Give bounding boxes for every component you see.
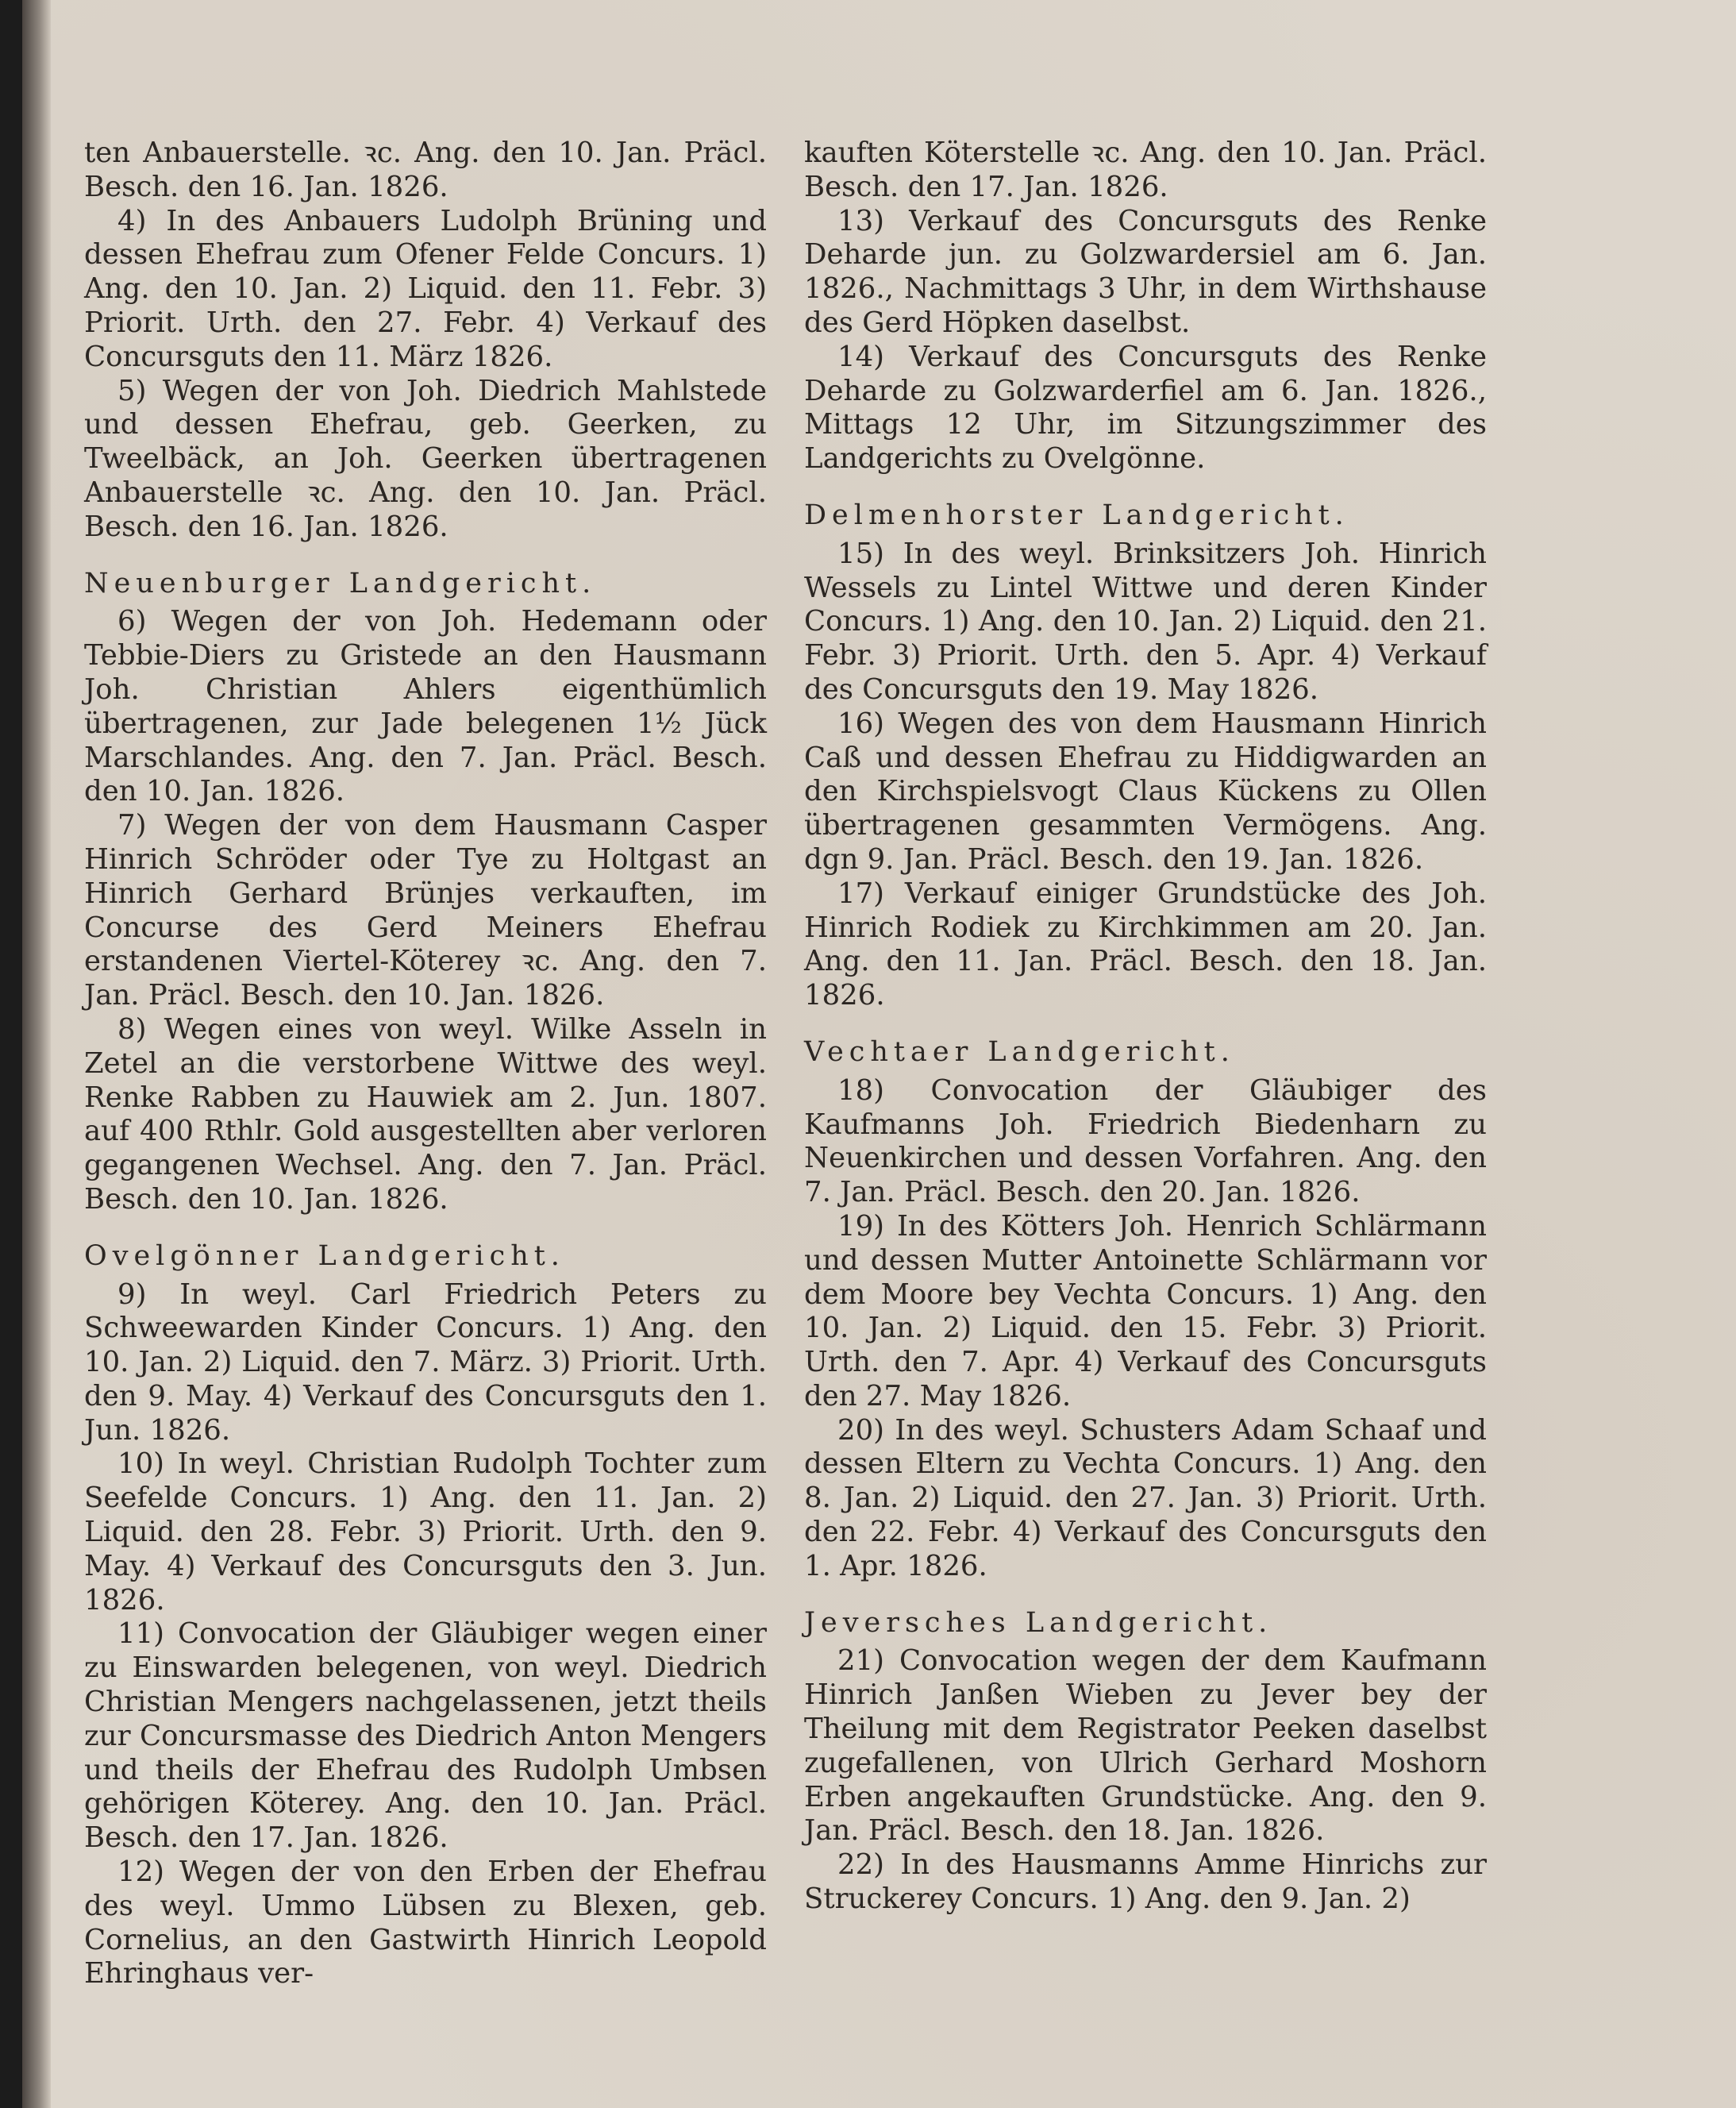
entry-8: 8) Wegen eines von weyl. Wilke Asseln in Zetel an die verstorbene Wittwe des weyl. Renke Rabben zu Hauwiek am 2. Jun. 1807. auf 400 Rthlr. Gold ausgestellten aber verloren gegangenen Wechsel. Ang. den 7. Jan. Präcl. Besch. den 10. Jan. 1826. [84, 1012, 767, 1216]
entry-19: 19) In des Kötters Joh. Henrich Schlärmann und dessen Mutter Antoinette Schlärmann vor dem Moore bey Vechta Concurs. 1) Ang. den 10. Jan. 2) Liquid. den 15. Febr. 3) Priorit. Urth. den 7. Apr. 4) Verkauf des Concursguts den 27. May 1826. [804, 1209, 1487, 1412]
entry-17: 17) Verkauf einiger Grundstücke des Joh. Hinrich Rodiek zu Kirchkimmen am 20. Jan. Ang. den 11. Jan. Präcl. Besch. den 18. Jan. 1826. [804, 877, 1487, 1012]
section-heading-jeversches: Jeversches Landgericht. [804, 1606, 1273, 1639]
entry-18: 18) Convocation der Gläubiger des Kaufmanns Joh. Friedrich Biedenharn zu Neuenkirchen und dessen Vorfahren. Ang. den 7. Jan. Präcl. Besch. den 20. Jan. 1826. [804, 1073, 1487, 1209]
left-column [84, 137, 767, 1991]
section-heading-neuenburger: Neuenburger Landgericht. [84, 567, 597, 599]
section-heading-vechtaer: Vechtaer Landgericht. [804, 1035, 1235, 1068]
scanned-page [22, 0, 1736, 2108]
entry-14: 14) Verkauf des Concursguts des Renke Deharde zu Golzwarderfiel am 6. Jan. 1826., Mittags 12 Uhr, im Sitzungszimmer des Landgerichts zu Ovelgönne. [804, 340, 1487, 476]
entry-4: 4) In des Anbauers Ludolph Brüning und dessen Ehefrau zum Ofener Felde Concurs. 1) Ang. den 10. Jan. 2) Liquid. den 11. Febr. 3) Priorit. Urth. den 27. Febr. 4) Verkauf des Concursguts den 11. März 1826. [84, 204, 767, 373]
right-lead-text: kauften Köterstelle ꝛc. Ang. den 10. Jan. Präcl. Besch. den 17. Jan. 1826. [804, 137, 1487, 203]
entry-7: 7) Wegen der von dem Hausmann Casper Hinrich Schröder oder Tye zu Holtgast an Hinrich Gerhard Brünjes verkauften, im Concurse des Gerd Meiners Ehefrau erstandenen Viertel-Köterey ꝛc. Ang. den 7. Jan. Präcl. Besch. den 10. Jan. 1826. [84, 809, 767, 1012]
entry-21: 21) Convocation wegen der dem Kaufmann Hinrich Janßen Wieben zu Jever bey der Theilung mit dem Registrator Peeken daselbst zugefallenen, von Ulrich Gerhard Moshorn Erben angekauften Grundstücke. Ang. den 9. Jan. Präcl. Besch. den 18. Jan. 1826. [804, 1644, 1487, 1848]
section-heading-ovelgoenner: Ovelgönner Landgericht. [84, 1239, 565, 1272]
entry-16: 16) Wegen des von dem Hausmann Hinrich Caß und dessen Ehefrau zu Hiddigwarden an den Kirchspielsvogt Claus Kückens zu Ollen übertragenen gesammten Vermögens. Ang. dgn 9. Jan. Präcl. Besch. den 19. Jan. 1826. [804, 707, 1487, 876]
entry-11: 11) Convocation der Gläubiger wegen einer zu Einswarden belegenen, von weyl. Diedrich Christian Mengers nachgelassenen, jetzt theils zur Concursmasse des Diedrich Anton Mengers und theils der Ehefrau des Rudolph Umbsen gehörigen Köterey. Ang. den 10. Jan. Präcl. Besch. den 17. Jan. 1826. [84, 1617, 767, 1855]
entry-6: 6) Wegen der von Joh. Hedemann oder Tebbie-Diers zu Gristede an den Hausmann Joh. Christian Ahlers eigenthümlich übertragenen, zur Jade belegenen 1½ Jück Marschlandes. Ang. den 7. Jan. Präcl. Besch. den 10. Jan. 1826. [84, 605, 767, 808]
entry-9: 9) In weyl. Carl Friedrich Peters zu Schweewarden Kinder Concurs. 1) Ang. den 10. Jan. 2) Liquid. den 7. März. 3) Priorit. Urth. den 9. May. 4) Verkauf des Concursguts den 1. Jun. 1826. [84, 1278, 767, 1447]
entry-5: 5) Wegen der von Joh. Diedrich Mahlstede und dessen Ehefrau, geb. Geerken, zu Tweelbäck, an Joh. Geerken übertragenen Anbauerstelle ꝛc. Ang. den 10. Jan. Präcl. Besch. den 16. Jan. 1826. [84, 374, 767, 543]
book-spine [22, 0, 51, 2108]
entry-20: 20) In des weyl. Schusters Adam Schaaf und dessen Eltern zu Vechta Concurs. 1) Ang. den 8. Jan. 2) Liquid. den 27. Jan. 3) Priorit. Urth. den 22. Febr. 4) Verkauf des Concursguts den 1. Apr. 1826. [804, 1413, 1487, 1582]
section-heading-delmenhorster: Delmenhorster Landgericht. [804, 499, 1349, 531]
right-column [804, 137, 1487, 1917]
left-lead-text: ten Anbauerstelle. ꝛc. Ang. den 10. Jan. Präcl. Besch. den 16. Jan. 1826. [84, 137, 767, 203]
entry-10: 10) In weyl. Christian Rudolph Tochter zum Seefelde Concurs. 1) Ang. den 11. Jan. 2) Liquid. den 28. Febr. 3) Priorit. Urth. den 9. May. 4) Verkauf des Concursguts den 3. Jun. 1826. [84, 1447, 767, 1617]
entry-13: 13) Verkauf des Concursguts des Renke Deharde jun. zu Golzwardersiel am 6. Jan. 1826., Nachmittags 3 Uhr, in dem Wirthshause des Gerd Höpken daselbst. [804, 204, 1487, 339]
entry-12: 12) Wegen der von den Erben der Ehefrau des weyl. Ummo Lübsen zu Blexen, geb. Cornelius, an den Gastwirth Hinrich Leopold Ehringhaus ver- [84, 1856, 767, 1990]
entry-15: 15) In des weyl. Brinksitzers Joh. Hinrich Wessels zu Lintel Wittwe und deren Kinder Concurs. 1) Ang. den 10. Jan. 2) Liquid. den 21. Febr. 3) Priorit. Urth. den 5. Apr. 4) Verkauf des Concursguts den 19. May 1826. [804, 537, 1487, 706]
entry-22: 22) In des Hausmanns Amme Hinrichs zur Struckerey Concurs. 1) Ang. den 9. Jan. 2) [804, 1848, 1487, 1916]
